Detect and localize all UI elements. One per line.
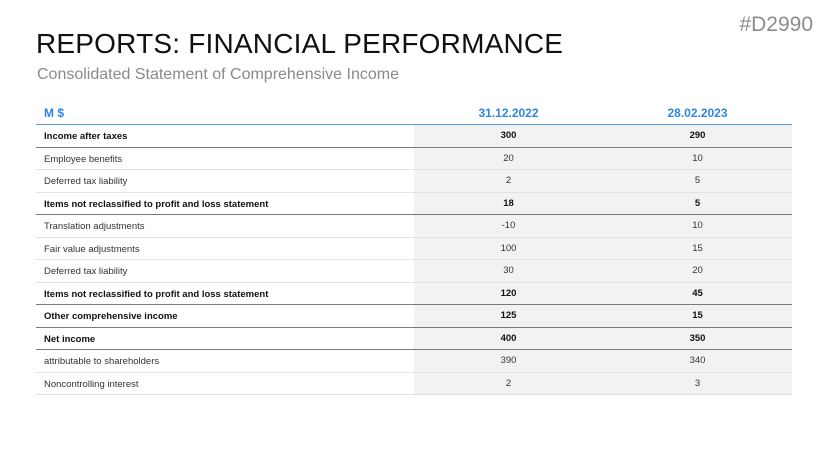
row-value-2023: 340 — [603, 350, 792, 372]
row-value-2022: 400 — [414, 328, 603, 350]
row-value-2022: 2 — [414, 373, 603, 395]
row-label: Deferred tax liability — [44, 176, 128, 187]
row-value-2023: 5 — [603, 170, 792, 192]
row-value-2022: 120 — [414, 283, 603, 305]
row-value-2022: 20 — [414, 148, 603, 170]
table-body — [36, 125, 792, 395]
page-id-label: #D2990 — [739, 13, 813, 36]
table-row — [36, 125, 792, 148]
row-value-2023: 45 — [603, 283, 792, 305]
table-row — [36, 305, 792, 328]
row-value-2022: 125 — [414, 305, 603, 327]
page-subtitle: Consolidated Statement of Comprehensive Income — [37, 66, 399, 83]
table-row — [36, 238, 792, 261]
row-value-2022: 30 — [414, 260, 603, 282]
row-value-2023: 350 — [603, 328, 792, 350]
table-row — [36, 328, 792, 351]
row-value-2023: 15 — [603, 238, 792, 260]
table-row — [36, 170, 792, 193]
row-value-2022: 100 — [414, 238, 603, 260]
table-row — [36, 350, 792, 373]
row-label: Noncontrolling interest — [44, 378, 139, 390]
table-row — [36, 148, 792, 171]
row-value-2022: 18 — [414, 193, 603, 215]
row-label: Items not reclassified to profit and loss statement — [44, 288, 269, 300]
row-value-2023: 10 — [603, 215, 792, 237]
row-value-2022: 390 — [414, 350, 603, 372]
row-value-2023: 10 — [603, 148, 792, 170]
row-value-2023: 20 — [603, 260, 792, 282]
row-label: Deferred tax liability — [44, 266, 128, 277]
row-label: Fair value adjustments — [44, 243, 140, 255]
header-date-1: 31.12.2022 — [478, 106, 539, 120]
row-value-2022: 300 — [414, 125, 603, 147]
row-value-2022: 2 — [414, 170, 603, 192]
row-label: Translation adjustments — [44, 221, 145, 232]
header-unit: M $ — [44, 106, 65, 120]
row-label: Other comprehensive income — [44, 311, 178, 322]
row-label: Employee benefits — [44, 153, 123, 165]
row-value-2023: 290 — [603, 125, 792, 147]
row-label: attributable to shareholders — [44, 356, 160, 367]
header-date-2: 28.02.2023 — [667, 106, 728, 120]
table-row — [36, 193, 792, 216]
row-label: Net income — [44, 333, 96, 345]
table-row — [36, 283, 792, 306]
table-row — [36, 373, 792, 396]
row-label: Income after taxes — [44, 131, 128, 142]
table-row — [36, 215, 792, 238]
table-row — [36, 260, 792, 283]
row-value-2022: -10 — [414, 215, 603, 237]
row-value-2023: 3 — [603, 373, 792, 395]
row-value-2023: 5 — [603, 193, 792, 215]
income-statement-table — [36, 101, 792, 395]
row-value-2023: 15 — [603, 305, 792, 327]
row-label: Items not reclassified to profit and loss statement — [44, 198, 269, 210]
table-header-row — [36, 101, 792, 125]
page-title: REPORTS: FINANCIAL PERFORMANCE — [36, 28, 564, 59]
